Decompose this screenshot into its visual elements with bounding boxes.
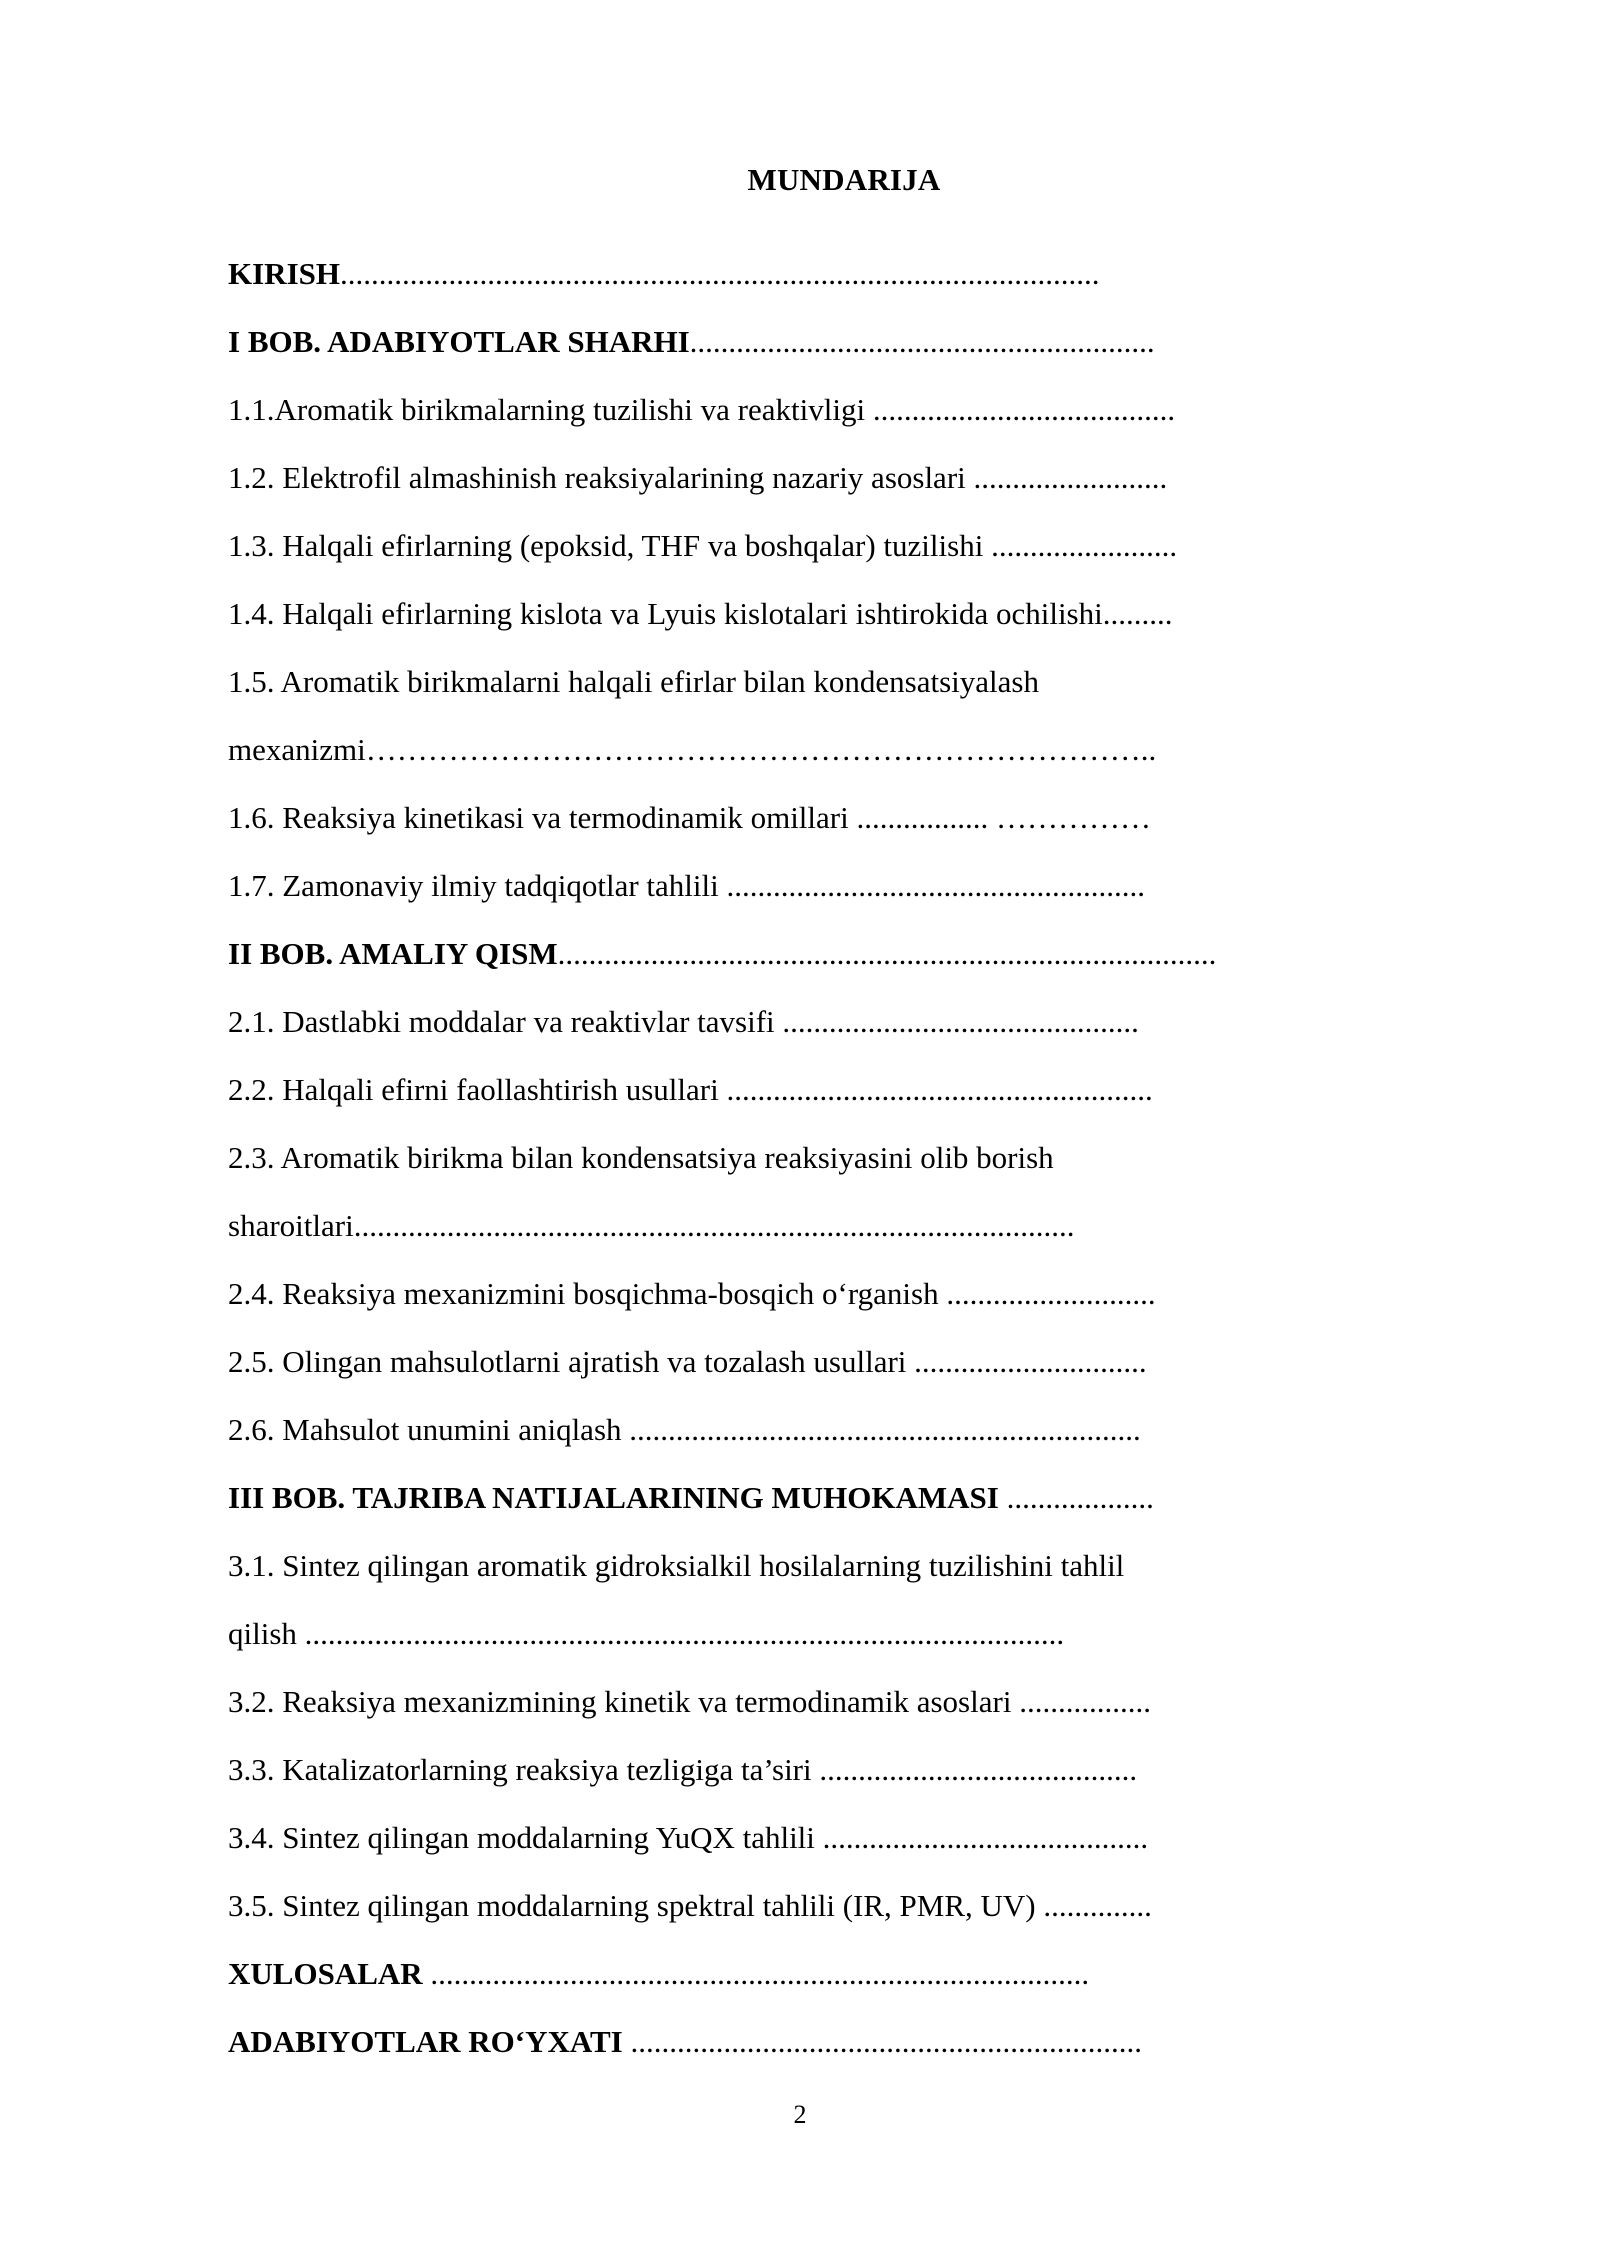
- toc-dot-leader: ..............................: [914, 1344, 1147, 1379]
- toc-entry-label: II BOB. AMALIY QISM: [228, 936, 558, 971]
- toc-entry-label: 3.1. Sintez qilingan aromatik gidroksialkil hosilalarning tuzilishini tahlil: [228, 1548, 1125, 1583]
- toc-dot-leader: ..............: [1043, 1888, 1152, 1923]
- toc-entry[interactable]: [228, 2008, 1460, 2076]
- toc-dot-leader: ........................: [991, 528, 1178, 563]
- toc-dot-leader: ..................................................................................................: [304, 1616, 1065, 1651]
- page-title: MUNDARIJA: [747, 162, 941, 197]
- toc-entry-label: 3.4. Sintez qilingan moddalarning YuQX tahlili: [228, 1820, 823, 1855]
- toc-entry[interactable]: [228, 988, 1460, 1056]
- toc-entry-label: 2.4. Reaksiya mexanizmini bosqichma-bosqich o‘rganish: [228, 1276, 947, 1311]
- page-number: 2: [793, 2100, 807, 2129]
- toc-entry-label: 1.6. Reaksiya kinetikasi va termodinamik omillari: [228, 800, 857, 835]
- toc-entry[interactable]: [228, 920, 1460, 988]
- toc-entry[interactable]: [228, 1872, 1460, 1940]
- toc-entry[interactable]: [228, 648, 1460, 716]
- toc-dot-leader: .................: [1019, 1684, 1151, 1719]
- toc-dot-leader: .........................................: [819, 1752, 1138, 1787]
- toc-entry[interactable]: [228, 444, 1460, 512]
- toc-entry-label: ADABIYOTLAR RO‘YXATI: [228, 2024, 631, 2059]
- toc-entry[interactable]: [228, 1668, 1460, 1736]
- toc-entry[interactable]: [228, 1124, 1460, 1192]
- toc-dot-leader: .....................................................................................: [557, 936, 1217, 971]
- toc-entry[interactable]: [228, 1600, 1460, 1668]
- toc-entry[interactable]: [228, 1736, 1460, 1804]
- toc-entry[interactable]: [228, 1056, 1460, 1124]
- toc-entry[interactable]: [228, 716, 1460, 784]
- toc-entry-label: 2.2. Halqali efirni faollashtirish usullari: [228, 1072, 727, 1107]
- toc-entry-label: 1.3. Halqali efirlarning (epoksid, THF va boshqalar) tuzilishi: [228, 528, 992, 563]
- toc-dot-leader: ..............................................: [782, 1004, 1139, 1039]
- toc-entry[interactable]: [228, 240, 1460, 308]
- toc-entry[interactable]: [228, 1192, 1460, 1260]
- toc-dot-leader: .....................................................................................: [430, 1956, 1090, 1991]
- toc-entry-label: qilish: [228, 1616, 305, 1651]
- toc-dot-leader: ...........................: [946, 1276, 1156, 1311]
- toc-dot-leader: ............................................................: [689, 324, 1155, 359]
- table-of-contents: [228, 146, 1460, 2076]
- toc-dot-leader: .............................................................................................: [353, 1208, 1075, 1243]
- toc-entry-label: 2.1. Dastlabki moddalar va reaktivlar tavsifi: [228, 1004, 783, 1039]
- toc-dot-leader: ................. ……………: [856, 800, 1151, 835]
- toc-entry-label: 3.2. Reaksiya mexanizmining kinetik va termodinamik asoslari: [228, 1684, 1020, 1719]
- toc-dot-leader: .........: [1102, 596, 1173, 631]
- toc-entry[interactable]: [228, 852, 1460, 920]
- toc-dot-leader: ..................................................................................................: [339, 256, 1100, 291]
- toc-entry-label: KIRISH: [228, 256, 340, 291]
- toc-entry-label: 1.7. Zamonaviy ilmiy tadqiqotlar tahlili: [228, 868, 727, 903]
- toc-entry-label: 2.5. Olingan mahsulotlarni ajratish va tozalash usullari: [228, 1344, 915, 1379]
- toc-entry[interactable]: [228, 376, 1460, 444]
- toc-dot-leader: …………………………………………………………………..: [365, 732, 1157, 767]
- toc-entry[interactable]: [228, 580, 1460, 648]
- toc-entry-label: XULOSALAR: [228, 1956, 431, 1991]
- toc-entry-label: 3.3. Katalizatorlarning reaksiya tezligiga ta’siri: [228, 1752, 820, 1787]
- toc-dot-leader: ..................................................................: [630, 2024, 1142, 2059]
- toc-entry[interactable]: [228, 1260, 1460, 1328]
- toc-entry[interactable]: [228, 1396, 1460, 1464]
- toc-entry-label: 1.5. Aromatik birikmalarni halqali efirlar bilan kondensatsiyalash: [228, 664, 1039, 699]
- toc-entry[interactable]: [228, 1940, 1460, 2008]
- toc-entry-label: 1.1.Aromatik birikmalarning tuzilishi va reaktivligi: [228, 392, 873, 427]
- toc-entry-label: 2.6. Mahsulot unumini aniqlash: [228, 1412, 630, 1447]
- toc-dot-leader: ...................: [1006, 1480, 1154, 1515]
- toc-dot-leader: ..........................................: [822, 1820, 1149, 1855]
- toc-entry-label: 1.2. Elektrofil almashinish reaksiyalarining nazariy asoslari: [228, 460, 974, 495]
- toc-entry-label: 1.4. Halqali efirlarning kislota va Lyuis kislotalari ishtirokida ochilishi: [228, 596, 1103, 631]
- toc-entry-label: sharoitlari: [228, 1208, 354, 1243]
- toc-dot-leader: .......................................................: [726, 1072, 1153, 1107]
- toc-entry[interactable]: [228, 1328, 1460, 1396]
- toc-entry[interactable]: [228, 1532, 1460, 1600]
- toc-entry-list: [228, 240, 1460, 2076]
- toc-entry[interactable]: [228, 784, 1460, 852]
- toc-entry-label: III BOB. TAJRIBA NATIJALARINING MUHOKAMASI: [228, 1480, 1007, 1515]
- toc-entry[interactable]: [228, 1464, 1460, 1532]
- toc-entry-label: 3.5. Sintez qilingan moddalarning spektral tahlili (IR, PMR, UV): [228, 1888, 1044, 1923]
- toc-dot-leader: ......................................................: [726, 868, 1145, 903]
- toc-entry[interactable]: [228, 1804, 1460, 1872]
- toc-entry-label: 2.3. Aromatik birikma bilan kondensatsiya reaksiyasini olib borish: [228, 1140, 1054, 1175]
- toc-entry-label: I BOB. ADABIYOTLAR SHARHI: [228, 324, 690, 359]
- toc-entry[interactable]: [228, 308, 1460, 376]
- toc-dot-leader: ..................................................................: [629, 1412, 1141, 1447]
- toc-entry-label: mexanizmi: [228, 732, 366, 767]
- toc-dot-leader: .......................................: [872, 392, 1176, 427]
- toc-entry[interactable]: [228, 512, 1460, 580]
- toc-dot-leader: .........................: [973, 460, 1168, 495]
